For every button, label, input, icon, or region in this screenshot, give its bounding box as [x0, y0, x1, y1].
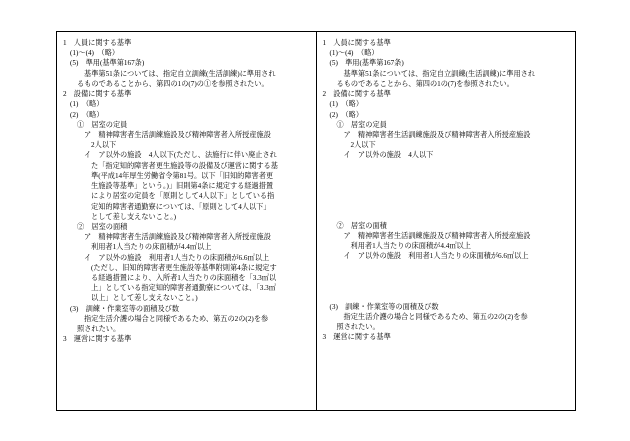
doc-line: (2) （略） [329, 110, 364, 119]
doc-line: 2人以下 [91, 141, 117, 150]
doc-line: 3 運営に関する基準 [63, 335, 132, 344]
doc-line: 2人以下 [350, 141, 376, 150]
left-column-content [63, 38, 311, 345]
doc-line [323, 282, 571, 292]
doc-line: 指定生活介護の場合と同様であるため、第五の2の(2)を参 [343, 312, 528, 321]
doc-line: 照されたい。 [336, 322, 380, 331]
doc-line: により居室の定員を「原則として4人以下」としている指 [91, 192, 275, 201]
doc-line: (ただし、旧知的障害者更生施設等基準附則第4条に規定す [91, 263, 277, 272]
doc-line [323, 201, 571, 211]
doc-line: た「指定知的障害者更生施設等の設備及び運営に関する基 [91, 161, 278, 170]
doc-line: として差し支えないこと。) [91, 212, 177, 221]
doc-line [323, 161, 571, 171]
doc-line: ② 居室の面積 [77, 222, 128, 231]
right-column-content [323, 38, 571, 342]
doc-line: るものであることから、第四の1の(7)を参照されたい。 [336, 79, 514, 88]
doc-line [323, 292, 571, 302]
doc-line: 生施設等基準」という。)」旧則第4条に規定する経過措置 [91, 182, 274, 191]
doc-line: ① 居室の定員 [77, 120, 128, 129]
doc-line: 利用者1人当たりの床面積が4.4㎡以上 [91, 243, 212, 252]
doc-line: 基準第51条については、指定自立訓練(生活訓練)に準用され [84, 69, 276, 78]
doc-line: 2 設備に関する基準 [63, 90, 132, 99]
doc-line: (5) 準用(基準第167条) [70, 59, 145, 68]
doc-line: 定知的障害者通勤寮については、「原則として4人以下」 [91, 202, 271, 211]
doc-line: (2) （略） [70, 110, 104, 119]
doc-line: 1 人員に関する基準 [63, 39, 132, 47]
doc-line: るものであることから、第四の1の(7)の①を参照されたい。 [77, 79, 269, 88]
doc-line [323, 191, 571, 201]
doc-line: ア 精神障害者生活訓練施設及び精神障害者入所授産施設 [343, 130, 531, 139]
doc-line: 照されたい。 [77, 325, 121, 334]
doc-line: ② 居室の面積 [336, 221, 387, 230]
doc-line: 上」としている指定知的障害者通勤寮については、「3.3㎡ [91, 284, 276, 293]
doc-line: (1) （略） [70, 100, 104, 109]
doc-line: ア 精神障害者生活訓練施設及び精神障害者入所授産施設 [84, 130, 271, 139]
doc-line: る経過措置により、入所者1人当たりの床面積を「3.3㎡以 [91, 274, 277, 283]
table-cell-right [316, 32, 576, 411]
doc-line: ア 精神障害者生活訓練施設及び精神障害者入所授産施設 [84, 233, 271, 242]
doc-line [323, 181, 571, 191]
doc-line: (1)～(4) （略） [70, 49, 120, 58]
doc-line [323, 272, 571, 282]
doc-line [323, 171, 571, 181]
doc-line: イ ア以外の施設 利用者1人当たりの床面積が6.6㎡以上 [84, 253, 270, 262]
table-cell-left [57, 32, 317, 411]
doc-line: 3 運営に関する基準 [322, 333, 391, 342]
doc-line: (1) （略） [329, 100, 364, 109]
doc-line: 以上」として差し支えないこと。) [91, 294, 198, 303]
doc-line: 準(平成14年厚生労働省令第81号。以下「旧知的障害者更 [91, 171, 274, 180]
doc-line: 利用者1人当たりの床面積が4.4㎡以上 [350, 242, 471, 251]
doc-line: 1 人員に関する基準 [322, 39, 391, 47]
doc-line: 指定生活介護の場合と同様であるため、第五の2の(2)を参 [84, 314, 269, 323]
doc-line: 2 設備に関する基準 [322, 90, 391, 99]
doc-line: (1)～(4) （略） [329, 49, 379, 58]
table-row [57, 32, 576, 411]
doc-line [323, 211, 571, 221]
doc-line: イ ア以外の施設 4人以下(ただし、法施行に伴い廃止され [84, 151, 277, 160]
doc-line: (3) 訓練・作業室等の面積及び数 [329, 302, 439, 311]
doc-line: イ ア以外の施設 利用者1人当たりの床面積が6.6㎡以上 [343, 252, 529, 261]
doc-line: ① 居室の定員 [336, 120, 387, 129]
doc-line: (3) 訓練・作業室等の面積及び数 [70, 304, 180, 313]
doc-line: (5) 準用(基準第167条) [329, 59, 404, 68]
doc-line: 基準第51条については、指定自立訓練(生活訓練)に準用され [343, 69, 536, 78]
doc-line [323, 262, 571, 272]
doc-line: ア 精神障害者生活訓練施設及び精神障害者入所授産施設 [343, 231, 531, 240]
comparison-table [56, 31, 576, 411]
doc-line: イ ア以外の施設 4人以下 [343, 151, 434, 160]
